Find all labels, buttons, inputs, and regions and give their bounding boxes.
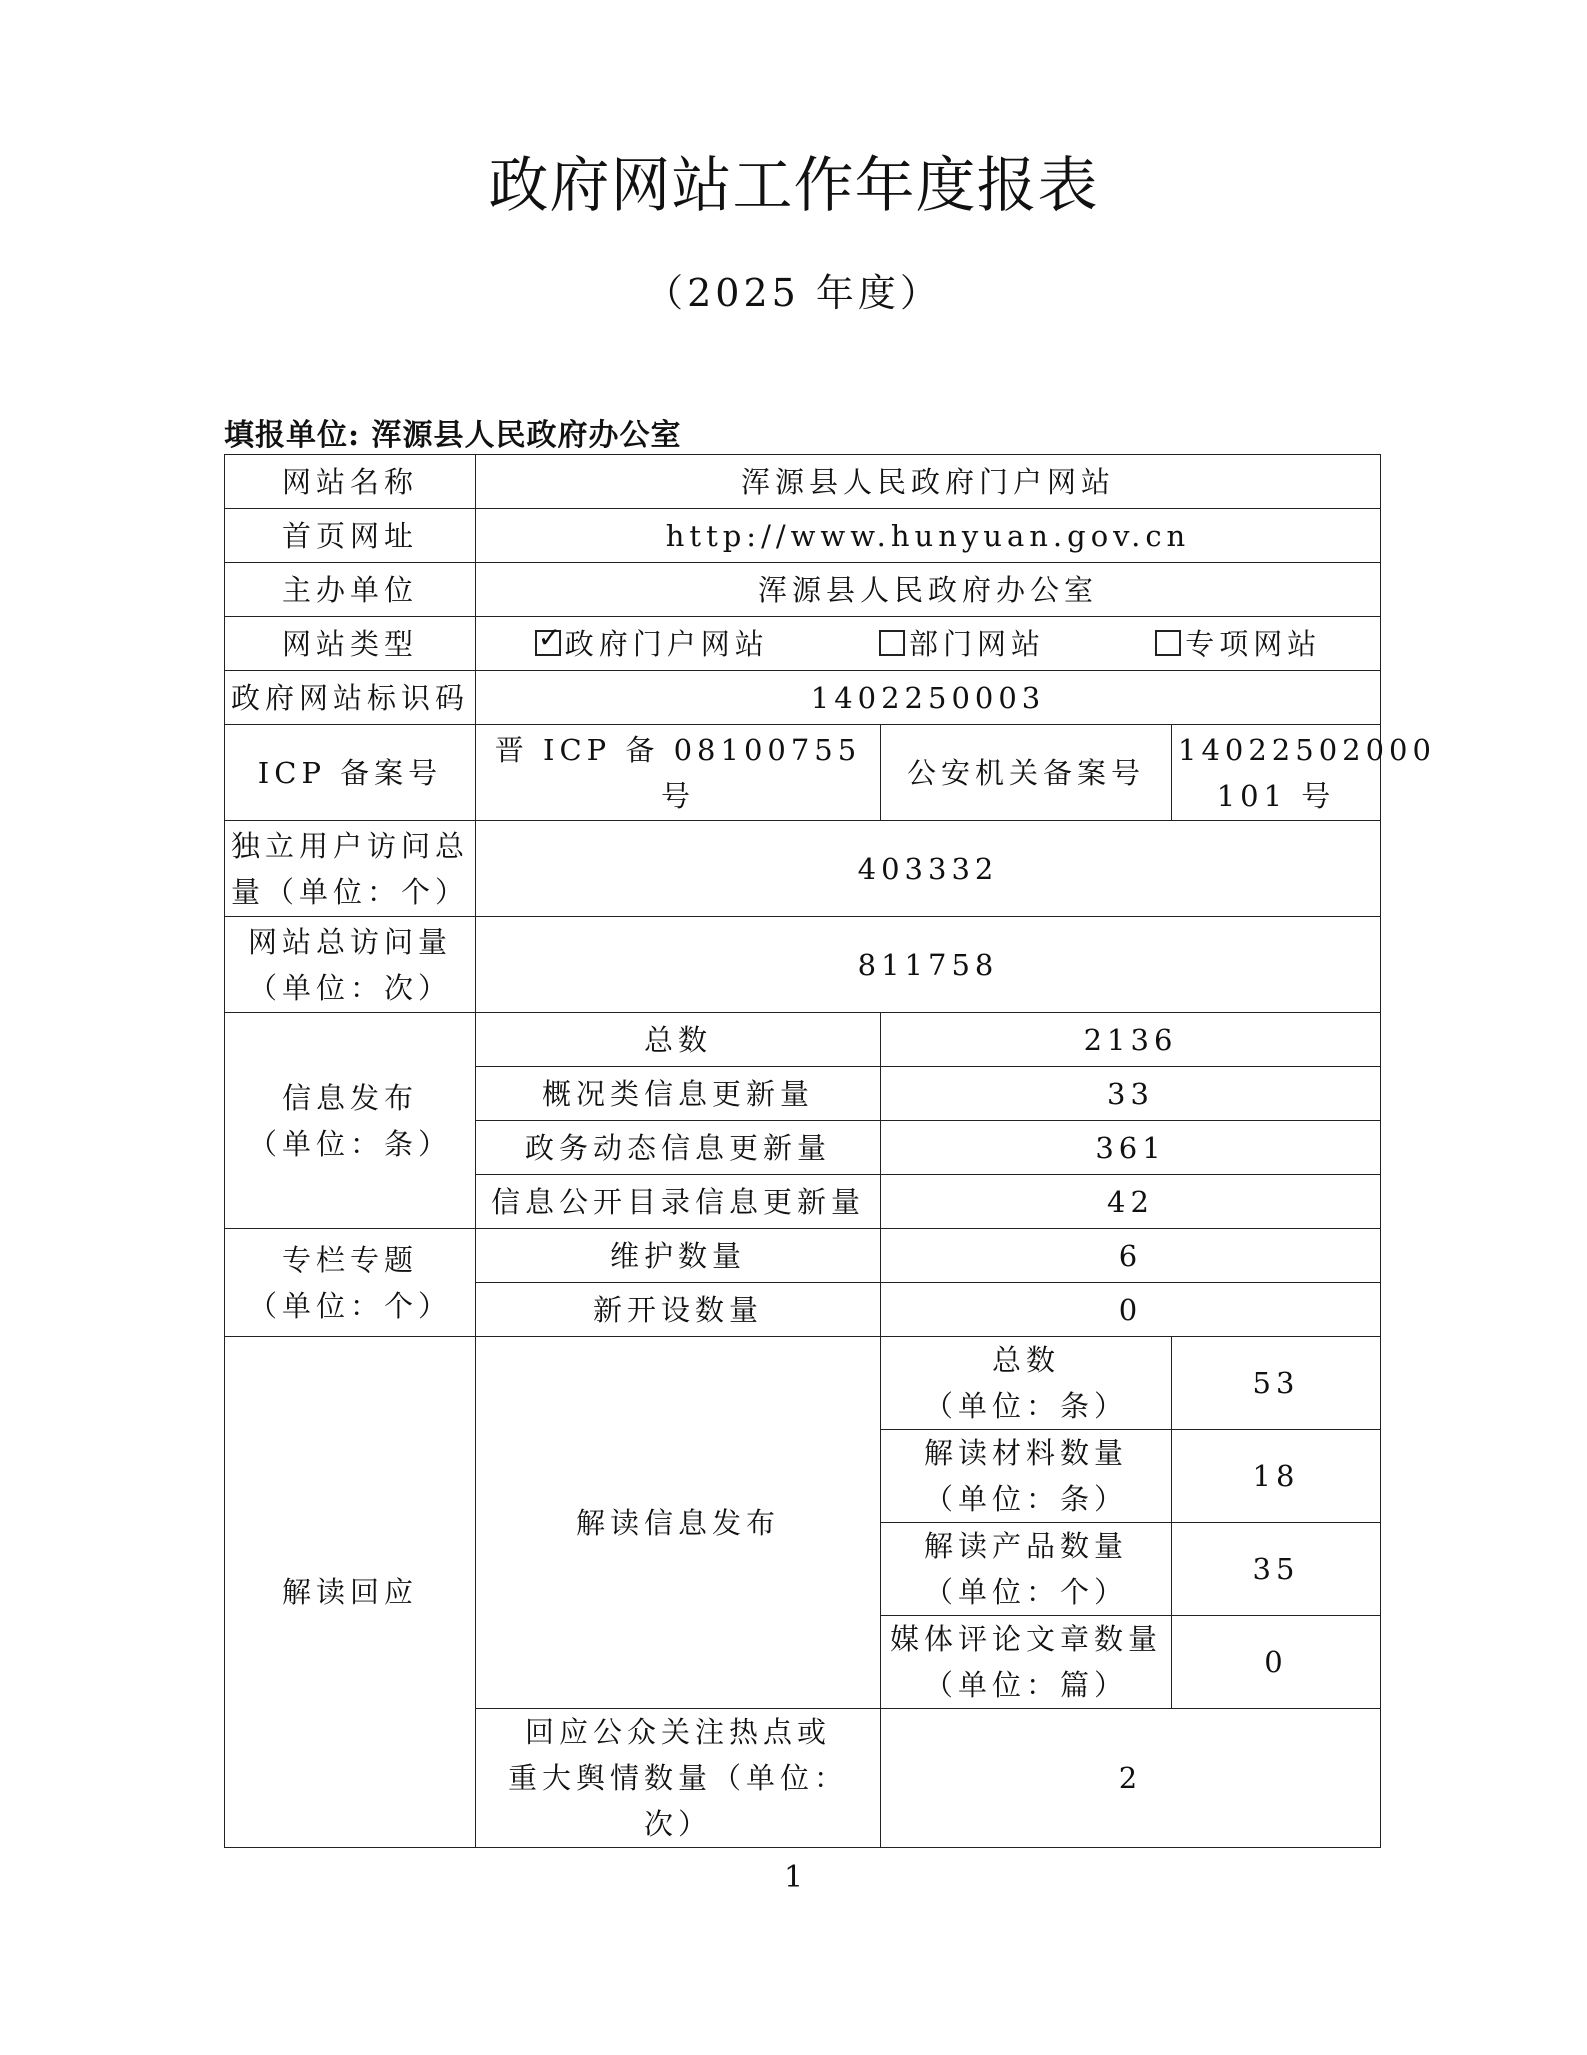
value-interp-item: 0 xyxy=(1172,1616,1381,1709)
value-unique-visitors: 403332 xyxy=(476,821,1381,917)
row-total-visits xyxy=(225,917,1381,1013)
value-icp: 晋 ICP 备 08100755 号 xyxy=(476,725,881,821)
value-site-code: 1402250003 xyxy=(476,671,1381,725)
value-sponsor: 浑源县人民政府办公室 xyxy=(476,563,1381,617)
label-interp-item: 媒体评论文章数量 （单位：篇） xyxy=(881,1616,1172,1709)
value-columns-item: 6 xyxy=(881,1229,1381,1283)
row-interp-total xyxy=(225,1337,1381,1430)
option-department[interactable]: 部门网站 xyxy=(879,621,1045,667)
value-site-name: 浑源县人民政府门户网站 xyxy=(476,455,1381,509)
value-info-item: 2136 xyxy=(881,1013,1381,1067)
row-site-type xyxy=(225,617,1381,671)
value-interp-item: 35 xyxy=(1172,1523,1381,1616)
label-columns: 专栏专题 （单位：个） xyxy=(225,1229,476,1337)
label-info-item: 政务动态信息更新量 xyxy=(476,1121,881,1175)
page-title: 政府网站工作年度报表 xyxy=(488,151,1099,221)
label-columns-item: 新开设数量 xyxy=(476,1283,881,1337)
value-info-item: 42 xyxy=(881,1175,1381,1229)
row-homepage xyxy=(225,509,1381,563)
label-interp-publish: 解读信息发布 xyxy=(476,1337,881,1709)
checkbox-empty-icon[interactable] xyxy=(879,630,905,656)
row-unique-visitors xyxy=(225,821,1381,917)
label-info-item: 概况类信息更新量 xyxy=(476,1067,881,1121)
value-columns-item: 0 xyxy=(881,1283,1381,1337)
label-site-name: 网站名称 xyxy=(225,455,476,509)
row-sponsor xyxy=(225,563,1381,617)
report-table xyxy=(224,454,1436,1848)
label-interpretation: 解读回应 xyxy=(225,1337,476,1848)
row-info-total xyxy=(225,1013,1381,1067)
label-interp-item: 解读产品数量 （单位：个） xyxy=(881,1523,1172,1616)
report-year: （2025 年度） xyxy=(645,271,942,315)
value-homepage: http://www.hunyuan.gov.cn xyxy=(476,509,1381,563)
label-info-publish: 信息发布 （单位：条） xyxy=(225,1013,476,1229)
label-sponsor: 主办单位 xyxy=(225,563,476,617)
checkbox-checked-icon[interactable] xyxy=(535,630,561,656)
option-portal[interactable]: ✓ 政府门户网站 xyxy=(535,621,769,667)
label-info-item: 信息公开目录信息更新量 xyxy=(476,1175,881,1229)
site-type-options xyxy=(476,617,1381,671)
label-interp-item: 解读材料数量 （单位：条） xyxy=(881,1430,1172,1523)
label-columns-item: 维护数量 xyxy=(476,1229,881,1283)
value-info-item: 33 xyxy=(881,1067,1381,1121)
row-site-code xyxy=(225,671,1381,725)
label-unique-visitors: 独立用户访问总 量（单位：个） xyxy=(225,821,476,917)
value-interp-response: 2 xyxy=(881,1709,1381,1848)
value-info-item: 361 xyxy=(881,1121,1381,1175)
label-interp-item: 总数 （单位：条） xyxy=(881,1337,1172,1430)
value-interp-item: 18 xyxy=(1172,1430,1381,1523)
value-police-record: 14022502000 101 号 xyxy=(1172,725,1381,821)
label-total-visits: 网站总访问量 （单位：次） xyxy=(225,917,476,1013)
label-interp-response: 回应公众关注热点或 重大舆情数量（单位：次） xyxy=(476,1709,881,1848)
checkbox-empty-icon[interactable] xyxy=(1155,630,1181,656)
label-icp: ICP 备案号 xyxy=(225,725,476,821)
label-homepage: 首页网址 xyxy=(225,509,476,563)
label-info-item: 总数 xyxy=(476,1013,881,1067)
reporting-unit: 填报单位: 浑源县人民政府办公室 xyxy=(224,418,682,453)
row-icp xyxy=(225,725,1381,821)
row-columns-maintained xyxy=(225,1229,1381,1283)
row-site-name xyxy=(225,455,1381,509)
label-police-record: 公安机关备案号 xyxy=(881,725,1172,821)
label-site-type: 网站类型 xyxy=(225,617,476,671)
value-total-visits: 811758 xyxy=(476,917,1381,1013)
value-interp-item: 53 xyxy=(1172,1337,1381,1430)
label-site-code: 政府网站标识码 xyxy=(225,671,476,725)
page-number: 1 xyxy=(783,1860,804,1895)
option-special[interactable]: 专项网站 xyxy=(1155,621,1321,667)
